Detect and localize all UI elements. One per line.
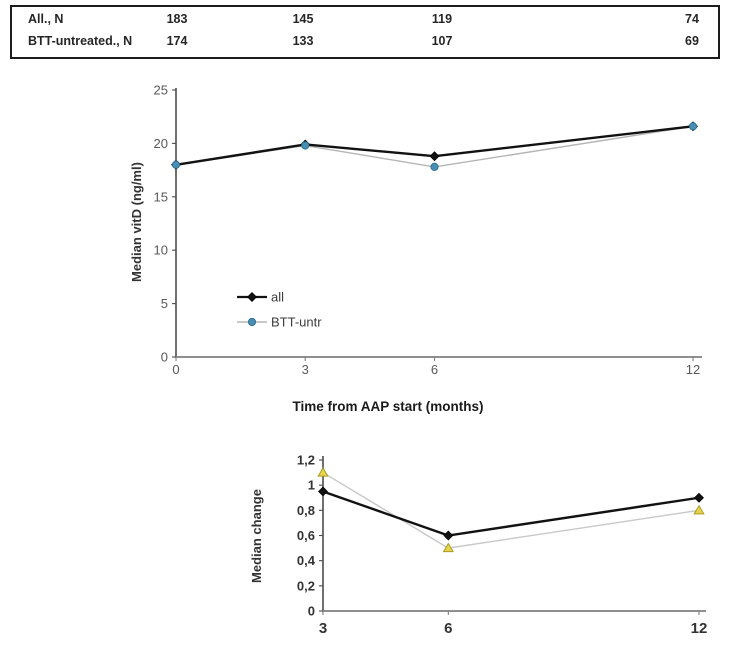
data-point (695, 493, 704, 502)
x-axis-title: Time from AAP start (months) (292, 399, 484, 414)
y-tick-label: 0 (160, 349, 168, 365)
y-tick-label: 0,6 (296, 528, 315, 543)
table-cell: 74 (685, 12, 699, 26)
data-point (172, 161, 179, 168)
y-ticks (297, 453, 323, 619)
legend (237, 290, 322, 330)
row-label: All., N (28, 12, 64, 26)
y-tick-label: 0,4 (296, 553, 315, 569)
x-tick-label: 0 (172, 362, 180, 377)
x-tick-label: 12 (690, 620, 708, 637)
y-tick-label: 0,2 (296, 578, 315, 594)
data-point (302, 142, 309, 149)
series-line (323, 491, 699, 535)
series-markers-BTT-untr (172, 123, 696, 171)
table-cell: 183 (166, 12, 188, 26)
data-point (694, 506, 704, 514)
legend-marker (248, 293, 257, 302)
legend-marker (248, 318, 255, 325)
legend-label: BTT-untr (271, 314, 322, 330)
x-tick-label: 3 (301, 362, 309, 377)
y-axis-title: Median vitD (ng/ml) (129, 162, 144, 282)
y-tick-label: 5 (160, 296, 168, 312)
series-line-all (323, 491, 699, 535)
median-change-line-chart (0, 430, 732, 647)
y-tick-label: 20 (153, 135, 168, 151)
series-markers-all (172, 122, 698, 169)
table-cell: 107 (431, 34, 453, 48)
table-cell: 119 (431, 12, 453, 26)
y-axis-title: Median change (249, 489, 264, 583)
data-point (318, 468, 328, 476)
table-cell: 145 (292, 12, 314, 26)
x-ticks (319, 611, 708, 637)
axes (175, 88, 702, 357)
data-point (430, 152, 439, 161)
y-tick-label: 15 (153, 189, 168, 205)
table-cell: 174 (166, 34, 188, 48)
y-tick-label: 25 (153, 82, 168, 98)
data-point (689, 123, 696, 130)
table-cell: 69 (685, 34, 699, 48)
y-tick-label: 10 (153, 242, 168, 258)
x-tick-label: 6 (444, 620, 453, 637)
axes (322, 456, 706, 611)
row-label: BTT-untreated., N (28, 34, 133, 48)
y-ticks (154, 83, 176, 365)
x-tick-label: 3 (318, 620, 328, 637)
data-point (431, 163, 438, 170)
y-tick-label: 0,8 (296, 502, 315, 518)
y-tick-label: 1 (307, 477, 315, 493)
legend-label: all (271, 289, 285, 305)
data-point (319, 487, 328, 496)
x-ticks (172, 357, 700, 377)
n-at-risk-table (10, 5, 720, 59)
vitd-line-chart (0, 70, 732, 430)
data-point (444, 531, 453, 540)
y-tick-label: 1,2 (296, 452, 315, 468)
table-row-all (12, 12, 718, 32)
table-cell: 133 (292, 34, 314, 48)
x-tick-label: 12 (685, 362, 701, 377)
y-tick-label: 0 (307, 603, 315, 619)
series-markers-all (319, 487, 704, 540)
table-row-btt-untreated (12, 34, 718, 54)
x-tick-label: 6 (430, 362, 439, 377)
